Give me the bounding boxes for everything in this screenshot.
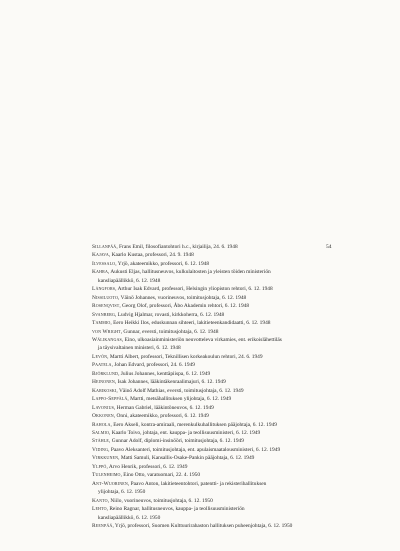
entry-surname: Kanto	[92, 497, 108, 504]
entry-details: , Georg Olof, professori, Åbo Akademin rehtori, 6. 12. 1948	[119, 303, 250, 310]
entry-line	[92, 260, 344, 268]
entry-details: , Paavo Anton, lakitieteentohtori, patentti- ja rekisterihallituksen	[127, 480, 267, 487]
entry-surname: Björklund	[92, 370, 119, 377]
entry-details: , Isak Johannes, lääkintäkenraalimajuri, 6. 12. 1949	[114, 379, 226, 386]
entry-surname: Ilvessalo	[92, 260, 116, 267]
entry-details-continued: kansliapäällikkö, 6. 12. 1948	[98, 277, 161, 284]
entry-line	[92, 353, 344, 361]
entry-details: , Herman Gabriel, lääkintöneuvos, 6. 12. 1949	[113, 404, 214, 411]
entry-line	[92, 370, 344, 378]
entry-surname: Viding	[92, 446, 109, 453]
entry-line	[92, 488, 344, 496]
entry-surname: Lehto	[92, 506, 107, 513]
entry-details: , Gunnar Adolf, diplomi-insinööri, toimitusjohtaja, 6. 12. 1949	[109, 438, 244, 445]
entry-line	[92, 463, 344, 471]
entry-line	[92, 285, 344, 293]
entry-line	[92, 454, 344, 462]
entry-line	[92, 361, 344, 369]
entry-surname: Karikoski	[92, 387, 117, 394]
entry-line	[92, 412, 344, 420]
entry-details: , Yrjö, professori, Suomen Kulttuurirahaston hallituksen puheenjohtaja, 6. 12. 1950	[112, 522, 293, 529]
entry-details-continued: kansliapäällikkö, 6. 12. 1950	[98, 514, 161, 521]
entry-line	[92, 514, 344, 522]
entry-details: , Eino, ulkoasiainministeriön neuvotteleva virkamies, ent. erikoislähettiläs	[121, 336, 282, 343]
entry-surname: Långfors	[92, 286, 116, 293]
entry-surname: Lappo-Seppälä	[92, 396, 128, 403]
entry-details: , Kaarlo Kustaa, professori, 24. 9. 1948	[108, 252, 194, 259]
entry-surname: Rahola	[92, 421, 111, 428]
entry-line	[92, 437, 344, 445]
entry-surname: Kahra	[92, 269, 108, 276]
entry-details: , Eino Otto, varatuomari, 22. 4. 1950	[120, 472, 201, 479]
entry-line	[92, 378, 344, 386]
entry-surname: Paatela	[92, 362, 112, 369]
entry-surname: Ylppö	[92, 463, 107, 470]
entry-surname: Rosenqvist	[92, 303, 120, 310]
entry-details: , Arthur Isak Edvard, professori, Helsingin yliopiston rehtori, 6. 12. 1948	[115, 286, 273, 293]
entry-surname: von Wright	[92, 328, 121, 335]
entry-surname: Svanberg	[92, 311, 116, 318]
entry-surname: Tammio	[92, 320, 111, 327]
entry-details: , Eero Akseli, kontra-amiraali, merenkulkuhallituksen pääjohtaja, 6. 12. 1949	[110, 421, 277, 428]
entry-surname: Okkonen	[92, 413, 114, 420]
entry-details: , Niilo, vuorineuvos, toimitusjohtaja, 6. 12. 1950	[107, 497, 213, 504]
entry-details: , Johan Edvard, professori, 24. 6. 1949	[111, 362, 196, 369]
entry-surname: Wälikangas	[92, 336, 122, 343]
entry-details: , Väinö Adolf Mathias, eversti, toimitusjohtaja, 6. 12. 1949	[116, 387, 244, 394]
page-number: 54	[326, 244, 332, 250]
entry-line	[92, 294, 344, 302]
entry-line	[92, 497, 344, 505]
entry-surname: Sillanpää	[92, 244, 117, 250]
entry-details: , Kaarlo Toivo, johtaja, ent. kauppa- ja teollisuusministeri, 6. 12. 1949	[109, 429, 261, 436]
entry-surname: Lavonius	[92, 404, 114, 411]
entry-line	[92, 328, 344, 336]
entry-details: , Yrjö, akateemikko, professori, 6. 12. 1948	[115, 260, 210, 267]
entry-line	[92, 243, 344, 251]
entry-surname: Kajava	[92, 252, 109, 259]
entry-details-continued: ylijohtaja, 6. 12. 1950	[98, 489, 146, 496]
entry-details: , Matti Samuli, Kansallis-Osake-Pankin pääjohtaja, 6. 12. 1949	[118, 455, 255, 462]
entry-surname: Ant-Wuorinen	[92, 480, 128, 487]
entry-line	[92, 268, 344, 276]
entry-list	[92, 243, 344, 530]
entry-surname: Nissiluoto	[92, 294, 118, 301]
entry-details: , Gunnar, eversti, toimitusjohtaja, 6. 12. 1948	[120, 328, 219, 335]
entry-surname: Ståhle	[92, 438, 110, 445]
entry-line	[92, 446, 344, 454]
entry-details: , Julius Johannes, kenttäpiispa, 6. 12. 1949	[118, 370, 211, 377]
entry-details: , Eero Heikki Ilos, eduskunnan sihteeri, lakitieteenkandidaatti, 6. 12. 1948	[110, 320, 271, 327]
entry-details: , Martti Albert, professori, Teknillisen korkeakoulun rehtori, 24. 6. 1949	[107, 353, 263, 360]
entry-details: , Aukusti Eljas, hallitusneuvos, kulkulaitosten ja yleisten töiden ministeriön	[107, 269, 271, 276]
entry-line	[92, 480, 344, 488]
entry-details: , Martti, metsähallituksen ylijohtaja, 6. 12. 1949	[127, 396, 232, 403]
entry-line	[92, 336, 344, 344]
entry-surname: Salmio	[92, 429, 110, 436]
entry-line	[92, 404, 344, 412]
entry-line	[92, 387, 344, 395]
entry-details: , Frans Emil, filosofiantohtori h.c., kirjailija, 24. 6. 1948	[116, 244, 238, 250]
entry-surname: Heinonen	[92, 379, 115, 386]
entry-surname: Virkkunen	[92, 455, 119, 462]
entry-line	[92, 319, 344, 327]
entry-details: , Ludvig Hjalmar, rovasti, kirkkoherra, 6. 12. 1948	[115, 311, 225, 318]
entry-details: , Onni, akateemikko, professori, 6. 12. 1949	[113, 413, 209, 420]
entry-line	[92, 251, 344, 259]
entry-line	[92, 302, 344, 310]
entry-line	[92, 522, 344, 530]
entry-surname: Tulenheimo	[92, 472, 121, 479]
entry-line	[92, 471, 344, 479]
entry-line	[92, 344, 344, 352]
entry-line	[92, 277, 344, 285]
entry-line	[92, 429, 344, 437]
entry-line	[92, 311, 344, 319]
entry-details: , Väinö Johannes, vuorineuvos, toimitusjohtaja, 6. 12. 1948	[118, 294, 247, 301]
entry-line	[92, 395, 344, 403]
entry-details: , Arvo Henrik, professori, 6. 12. 1949	[106, 463, 188, 470]
entry-details-continued: ja täysivaltainen ministeri, 6. 12. 1948	[98, 345, 181, 352]
entry-surname: Reenpää	[92, 522, 113, 529]
entry-surname: Levón	[92, 353, 108, 360]
entry-details: , Reino Ragnar, hallitusneuvos, kauppa- ja teollisuusministeriön	[106, 506, 245, 513]
entry-line	[92, 505, 344, 513]
entry-details: , Paavo Aleksanteri, toimitusjohtaja, ent. apulaismaatalousministeri, 6. 12. 1949	[108, 446, 281, 453]
entry-line	[92, 421, 344, 429]
